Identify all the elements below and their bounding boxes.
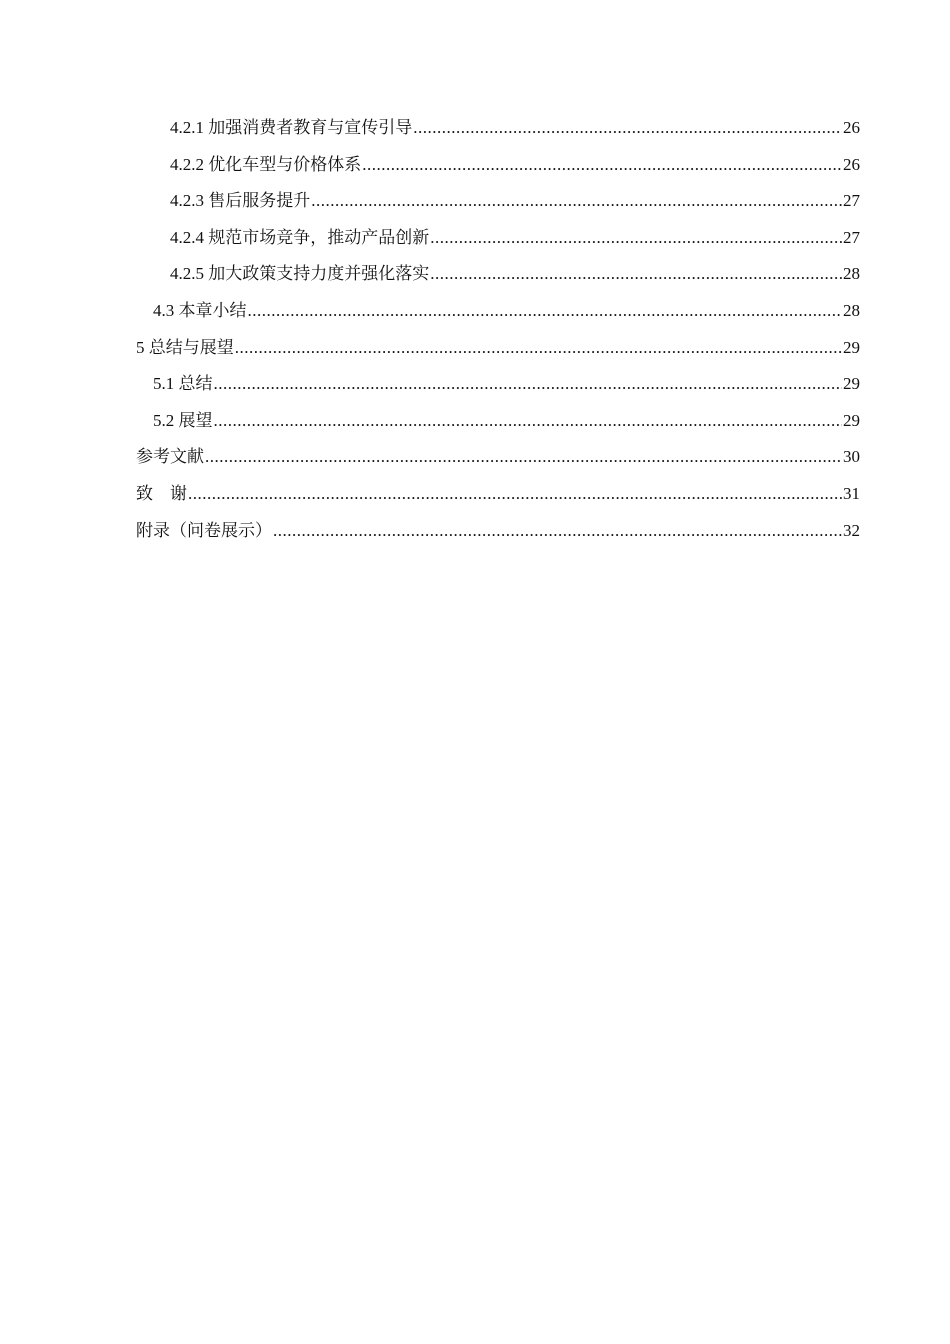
toc-entry[interactable]	[136, 366, 860, 403]
toc-page-number: 29	[843, 410, 860, 430]
toc-entry[interactable]	[136, 183, 860, 220]
toc-entry-title: 致 谢	[136, 483, 187, 503]
toc-entry[interactable]	[136, 439, 860, 476]
toc-entry-title: 4.2.3 售后服务提升	[170, 191, 311, 211]
toc-entry-title: 4.2.4 规范市场竞争，推动产品创新	[170, 227, 430, 247]
toc-dot-leader	[413, 110, 842, 147]
toc-entry-title: 5.1 总结	[153, 374, 213, 394]
toc-page-number: 28	[843, 264, 860, 284]
toc-entry[interactable]	[136, 513, 860, 550]
toc-page-number: 26	[843, 118, 860, 137]
toc-entry-title: 5.2 展望	[153, 410, 213, 430]
toc-page-number: 28	[843, 300, 860, 320]
toc-dot-leader	[362, 147, 842, 184]
toc-entry-title: 5 总结与展望	[136, 337, 234, 357]
toc-dot-leader	[311, 183, 842, 220]
toc-entry[interactable]	[136, 476, 860, 513]
toc-page-number: 32	[843, 520, 860, 540]
toc-page-number: 27	[843, 191, 860, 211]
toc-dot-leader	[273, 513, 842, 550]
toc-entry-title: 4.2.2 优化车型与价格体系	[170, 154, 362, 174]
toc-dot-leader	[188, 476, 842, 513]
toc-page-number: 31	[843, 483, 860, 503]
toc-dot-leader	[214, 403, 843, 440]
table-of-contents	[136, 110, 860, 549]
toc-dot-leader	[248, 293, 843, 330]
toc-dot-leader	[430, 256, 842, 293]
toc-dot-leader	[235, 330, 842, 367]
toc-entry-title: 4.2.1 加强消费者教育与宣传引导	[170, 118, 413, 137]
toc-entry[interactable]	[136, 256, 860, 293]
toc-entry[interactable]	[136, 110, 860, 147]
toc-entry[interactable]	[136, 403, 860, 440]
toc-entry-title: 4.3 本章小结	[153, 300, 247, 320]
toc-entry[interactable]	[136, 330, 860, 367]
toc-page-number: 29	[843, 337, 860, 357]
toc-page-number: 27	[843, 227, 860, 247]
toc-entry-title: 4.2.5 加大政策支持力度并强化落实	[170, 264, 430, 284]
toc-entry-title: 附录（问卷展示）	[136, 520, 272, 540]
toc-entry[interactable]	[136, 293, 860, 330]
toc-dot-leader	[205, 439, 842, 476]
toc-page-number: 30	[843, 447, 860, 467]
toc-dot-leader	[430, 220, 842, 257]
toc-entry[interactable]	[136, 147, 860, 184]
toc-page-number: 26	[843, 154, 860, 174]
toc-entry[interactable]	[136, 220, 860, 257]
toc-page-number: 29	[843, 374, 860, 394]
toc-entry-title: 参考文献	[136, 447, 204, 467]
toc-dot-leader	[214, 366, 843, 403]
